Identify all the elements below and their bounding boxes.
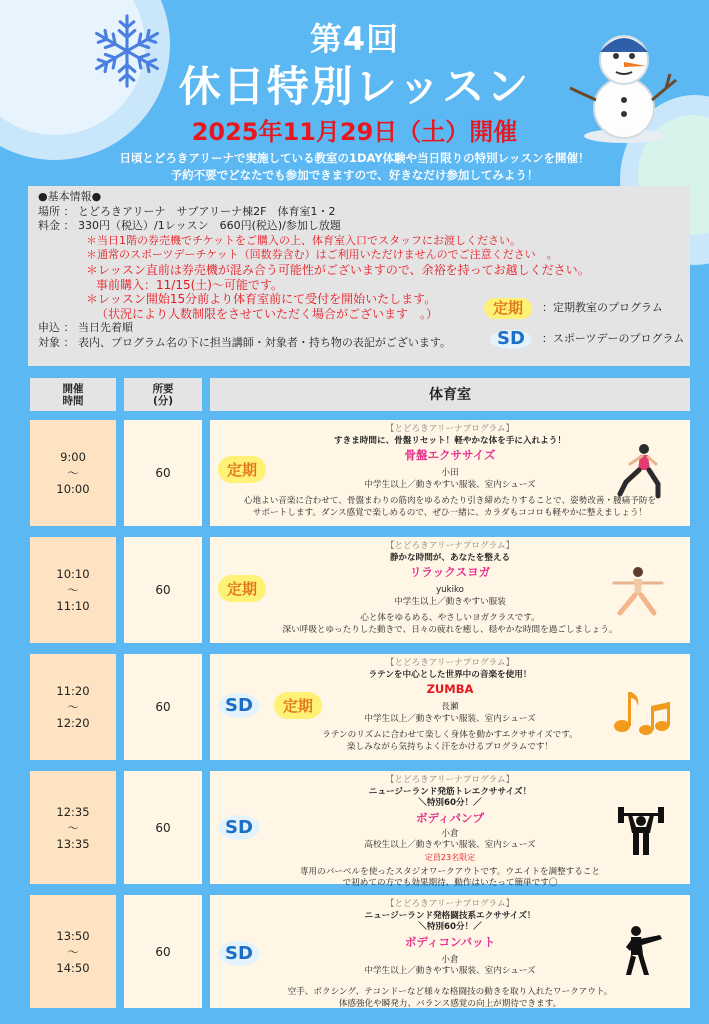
program-target: 中学生以上／動きやすい服装、室内シューズ	[364, 479, 536, 490]
start-time: 13:50	[56, 928, 90, 943]
yoga-pose-icon	[608, 565, 668, 619]
program-org: 【とどろきアリーナプログラム】	[385, 424, 515, 434]
time-tilde: ～	[67, 944, 79, 959]
duration-cell: 60	[124, 420, 202, 526]
program-target: 中学生以上／動きやすい服装	[394, 596, 506, 607]
program-instructor: yukiko	[436, 585, 464, 596]
program-instructor: 小倉	[441, 954, 459, 965]
info-place-row	[38, 205, 680, 220]
fee-note-3: ＊レッスン直前は券売機が混み合う可能性がございますので、余裕を持ってお越しください。	[86, 262, 590, 277]
program-badges	[218, 575, 276, 602]
program-cell	[210, 420, 690, 526]
fee-label: 料金	[38, 219, 60, 233]
legend-sd-text: ：スポーツデーのプログラム	[541, 332, 685, 345]
th-time-label: 開催 時間	[62, 382, 84, 407]
table-row	[0, 420, 709, 526]
program-name: リラックスヨガ	[409, 565, 491, 580]
punching-person-icon	[622, 925, 664, 977]
start-time: 11:20	[56, 684, 90, 698]
program-org: 【とどろきアリーナプログラム】	[385, 541, 515, 551]
program-badges	[218, 815, 270, 840]
place-value: とどろきアリーナ サブアリーナ棟2F 体育室1・2	[78, 204, 336, 218]
program-target: 中学生以上／動きやすい服装、室内シューズ	[364, 966, 536, 977]
legend-teiki-text: ：定期教室のプログラム	[542, 301, 663, 314]
program-catch: すきま時間に、骨盤リセット！軽やかな体を手に入れよう！	[334, 435, 566, 446]
program-instructor: 小田	[441, 468, 459, 479]
intro-line-2: 予約不要でどなたでも参加できますので、好きなだけ参加してみよう！	[170, 168, 539, 182]
program-limit: 定員23名限定	[424, 852, 476, 862]
legend-sd	[490, 330, 684, 349]
target-value: 表内、プログラム名の下に担当講師・対象者・持ち物の表記がございます。	[78, 335, 452, 349]
duration-cell: 60	[124, 654, 202, 760]
program-desc-2: 深い呼吸とゆったりした動きで、日々の疲れを癒し、穏やかな時間を過ごしましょう。	[282, 624, 618, 635]
table-header-room: 体育室	[210, 378, 690, 411]
apply-value: 当日先着順	[78, 321, 133, 335]
program-badges	[218, 456, 276, 483]
program-badges	[218, 692, 332, 719]
info-heading: ●基本情報●	[38, 190, 102, 203]
teiki-badge: 定期	[274, 692, 322, 719]
target-label: 対象	[38, 335, 60, 349]
program-desc-1: ラテンのリズムに合わせて楽しく身体を動かすエクササイズです。	[322, 730, 578, 741]
program-desc-1: 心地よい音楽に合わせて、骨盤まわりの筋肉をゆるめたり引き締めたりすることで、姿勢改善・腰痛予防を	[243, 496, 657, 507]
fee-note-3b: 事前購入：11/15(土)～可能です。	[96, 277, 283, 292]
duration-cell: 60	[124, 537, 202, 643]
edition-label: 第4回	[309, 20, 400, 58]
program-cell	[210, 895, 690, 1008]
program-org: 【とどろきアリーナプログラム】	[385, 658, 515, 668]
fee-note-2: ＊通常のスポーツデーチケット（回数券含む）はご利用いただけませんのでご注意ください 。	[86, 248, 558, 262]
fee-value: 330円（税込）/1レッスン 660円(税込)/参加し放題	[78, 219, 341, 233]
program-desc-2: 楽しみながら気持ちよく汗をかけるプログラムです！	[346, 741, 554, 752]
program-name: ボディパンプ	[415, 810, 485, 825]
end-time: 12:20	[56, 716, 90, 730]
fee-note-1: ＊当日1階の券売機でチケットをご購入の上、体育室入口でスタッフにお渡しください。	[86, 233, 522, 247]
intro-line-1: 日頃とどろきアリーナで実施している教室の1DAY体験や当日限りの特別レッスンを開催！	[119, 151, 590, 165]
duration-cell: 60	[124, 895, 202, 1008]
apply-sep: ：	[63, 321, 75, 335]
legend-teiki	[484, 298, 663, 319]
table-row	[0, 537, 709, 643]
program-catch: ラテンを中心とした世界中の音楽を使用！	[368, 669, 532, 680]
time-cell	[30, 771, 116, 884]
program-target: 中学生以上／動きやすい服装、室内シューズ	[364, 713, 536, 724]
barbell-lifter-icon	[618, 801, 664, 857]
basic-info-box	[28, 186, 690, 366]
program-catch-2: ＼特別60分！／	[418, 922, 482, 933]
program-catch: ニュージーランド発格闘技系エクササイズ！	[364, 910, 536, 921]
table-row	[0, 771, 709, 889]
sd-badge: SD	[218, 941, 260, 966]
apply-label: 申込	[38, 321, 60, 335]
program-target: 高校生以上／動きやすい服装、室内シューズ	[364, 840, 536, 851]
sd-badge: SD	[218, 693, 260, 718]
program-desc-1: 空手、ボクシング、テコンドーなど様々な格闘技の動きを取り入れたワークアウト。	[287, 986, 613, 997]
page-title: 休日特別レッスン	[178, 62, 531, 111]
time-cell	[30, 654, 116, 760]
table-row	[0, 654, 709, 760]
sd-badge: SD	[218, 815, 260, 840]
table-row	[0, 895, 709, 1008]
legend-teiki-badge: 定期	[484, 298, 532, 319]
place-sep: ：	[63, 204, 75, 218]
program-name: ボディコンバット	[404, 934, 496, 949]
program-badges	[218, 941, 270, 966]
program-desc-1: 専用のバーベルを使ったスタジオワークアウトです。ウエイトを調整すること	[299, 866, 601, 877]
info-fee-row	[38, 219, 680, 234]
program-catch: 静かな時間が、あなたを整える	[389, 552, 511, 563]
program-catch-2: ＼特別60分！／	[418, 798, 482, 809]
time-tilde: ～	[67, 700, 79, 714]
target-sep: ：	[63, 335, 75, 349]
program-org: 【とどろきアリーナプログラム】	[385, 899, 515, 909]
fee-note-4: ＊レッスン開始15分前より体育室前にて受付を開始いたします。	[86, 292, 437, 307]
program-desc-2: で初めての方でも効果期待、動作はいたって簡単です〇	[342, 878, 558, 889]
program-name: ZUMBA	[426, 682, 474, 697]
time-cell	[30, 537, 116, 643]
duration-cell: 60	[124, 771, 202, 884]
start-time: 10:10	[56, 567, 90, 581]
event-date: 2025年11月29日（土）開催	[191, 118, 518, 146]
end-time: 10:00	[56, 482, 90, 496]
program-desc-1: 心と体をゆるめる、やさしいヨガクラスです。	[360, 613, 540, 624]
program-instructor: 小倉	[441, 828, 459, 839]
program-desc-2: サポートします。ダンス感覚で楽しめるので、ぜひ一緒に、カラダもココロも軽やかに整えましょう！	[252, 507, 648, 518]
place-label: 場所	[38, 204, 60, 218]
music-notes-icon	[612, 684, 670, 740]
time-cell	[30, 895, 116, 1008]
program-cell	[210, 537, 690, 643]
table-header-duration	[124, 378, 202, 411]
time-tilde: ～	[67, 466, 79, 480]
table-header-time	[30, 378, 116, 411]
start-time: 12:35	[56, 804, 90, 819]
program-cell	[210, 654, 690, 760]
program-name: 骨盤エクササイズ	[404, 448, 496, 463]
th-duration-label: 所要 (分)	[152, 382, 174, 407]
legend-sd-badge: SD	[490, 330, 532, 349]
end-time: 13:35	[56, 836, 90, 851]
end-time: 14:50	[56, 960, 90, 975]
program-cell	[210, 771, 690, 889]
fee-sep: ：	[63, 219, 75, 233]
program-instructor: 長瀬	[441, 702, 459, 713]
program-catch: ニュージーランド発筋トレエクササイズ！	[368, 786, 532, 797]
time-tilde: ～	[67, 820, 79, 835]
teiki-badge: 定期	[218, 456, 266, 483]
end-time: 11:10	[56, 599, 90, 613]
time-tilde: ～	[67, 583, 79, 597]
start-time: 9:00	[60, 450, 86, 464]
program-desc-2: 体感強化や瞬発力、バランス感覚の向上が期待できます。	[338, 998, 562, 1009]
program-org: 【とどろきアリーナプログラム】	[385, 775, 515, 785]
fee-note-4b: （状況により人数制限をさせていただく場合がございます 。）	[96, 306, 439, 321]
lunge-woman-icon	[616, 442, 666, 500]
time-cell	[30, 420, 116, 526]
teiki-badge: 定期	[218, 575, 266, 602]
